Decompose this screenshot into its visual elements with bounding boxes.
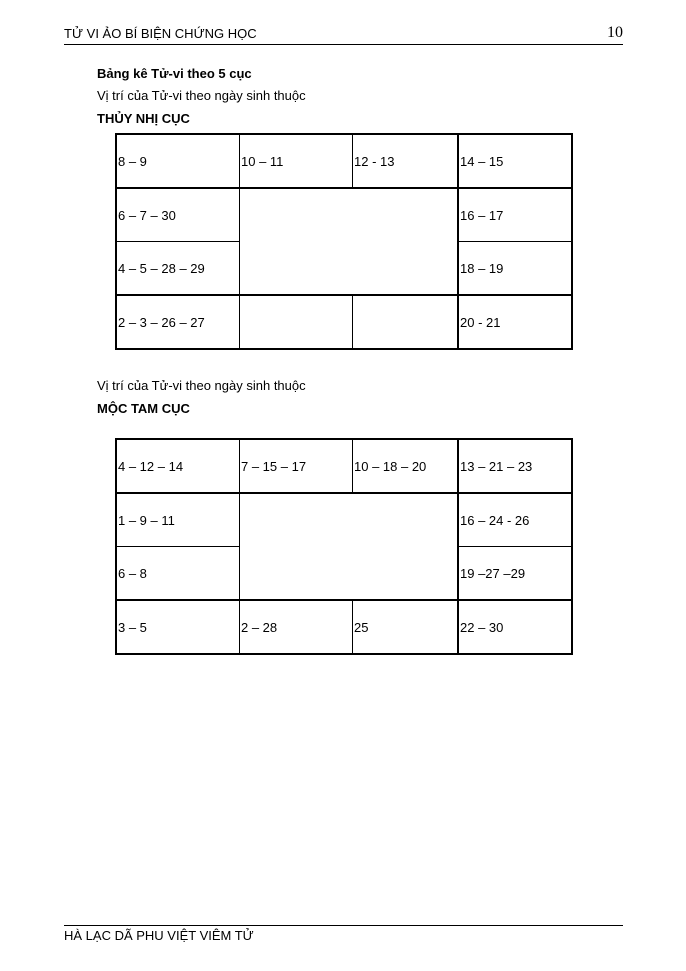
page-number: 10 xyxy=(607,24,623,41)
table-cell xyxy=(240,295,353,349)
page-header xyxy=(64,24,623,45)
header-title: TỬ VI ẢO BÍ BIỆN CHỨNG HỌC xyxy=(64,26,257,41)
table-cell: 10 – 18 – 20 xyxy=(353,439,459,493)
table-row xyxy=(116,493,572,547)
table-cell: 2 – 28 xyxy=(240,600,353,654)
table-cell: 10 – 11 xyxy=(240,134,353,188)
table1-intro: Vị trí của Tử-vi theo ngày sinh thuộc xyxy=(97,88,306,103)
table-cell: 6 – 7 – 30 xyxy=(116,188,240,242)
table-cell: 4 – 12 – 14 xyxy=(116,439,240,493)
table-cell: 22 – 30 xyxy=(458,600,572,654)
table-row xyxy=(116,600,572,654)
table-cell: 13 – 21 – 23 xyxy=(458,439,572,493)
table-cell: 4 – 5 – 28 – 29 xyxy=(116,242,240,296)
table1-name: THỦY NHỊ CỤC xyxy=(97,111,190,126)
table-cell: 18 – 19 xyxy=(458,242,572,296)
page-footer xyxy=(64,925,623,943)
center-cell xyxy=(240,493,459,600)
table-cell: 16 – 17 xyxy=(458,188,572,242)
footer-text: HÀ LẠC DÃ PHU VIỆT VIÊM TỬ xyxy=(64,928,254,943)
table-row xyxy=(116,295,572,349)
table-cell xyxy=(353,295,459,349)
moc-tam-cuc-table xyxy=(115,438,573,655)
table-cell: 1 – 9 – 11 xyxy=(116,493,240,547)
table-row xyxy=(116,134,572,188)
section-title: Bảng kê Tử-vi theo 5 cục xyxy=(97,66,252,81)
table-cell: 12 - 13 xyxy=(353,134,459,188)
table-cell: 8 – 9 xyxy=(116,134,240,188)
table-cell: 6 – 8 xyxy=(116,547,240,601)
table-cell: 3 – 5 xyxy=(116,600,240,654)
table-cell: 7 – 15 – 17 xyxy=(240,439,353,493)
table-cell: 19 –27 –29 xyxy=(458,547,572,601)
table2-intro: Vị trí của Tử-vi theo ngày sinh thuộc xyxy=(97,378,306,393)
table-cell: 16 – 24 - 26 xyxy=(458,493,572,547)
table-cell: 20 - 21 xyxy=(458,295,572,349)
table-cell: 25 xyxy=(353,600,459,654)
thuy-nhi-cuc-table xyxy=(115,133,573,350)
table-cell: 14 – 15 xyxy=(458,134,572,188)
table2-name: MỘC TAM CỤC xyxy=(97,401,190,416)
table-cell: 2 – 3 – 26 – 27 xyxy=(116,295,240,349)
center-cell xyxy=(240,188,459,295)
table-row xyxy=(116,439,572,493)
table-row xyxy=(116,188,572,242)
